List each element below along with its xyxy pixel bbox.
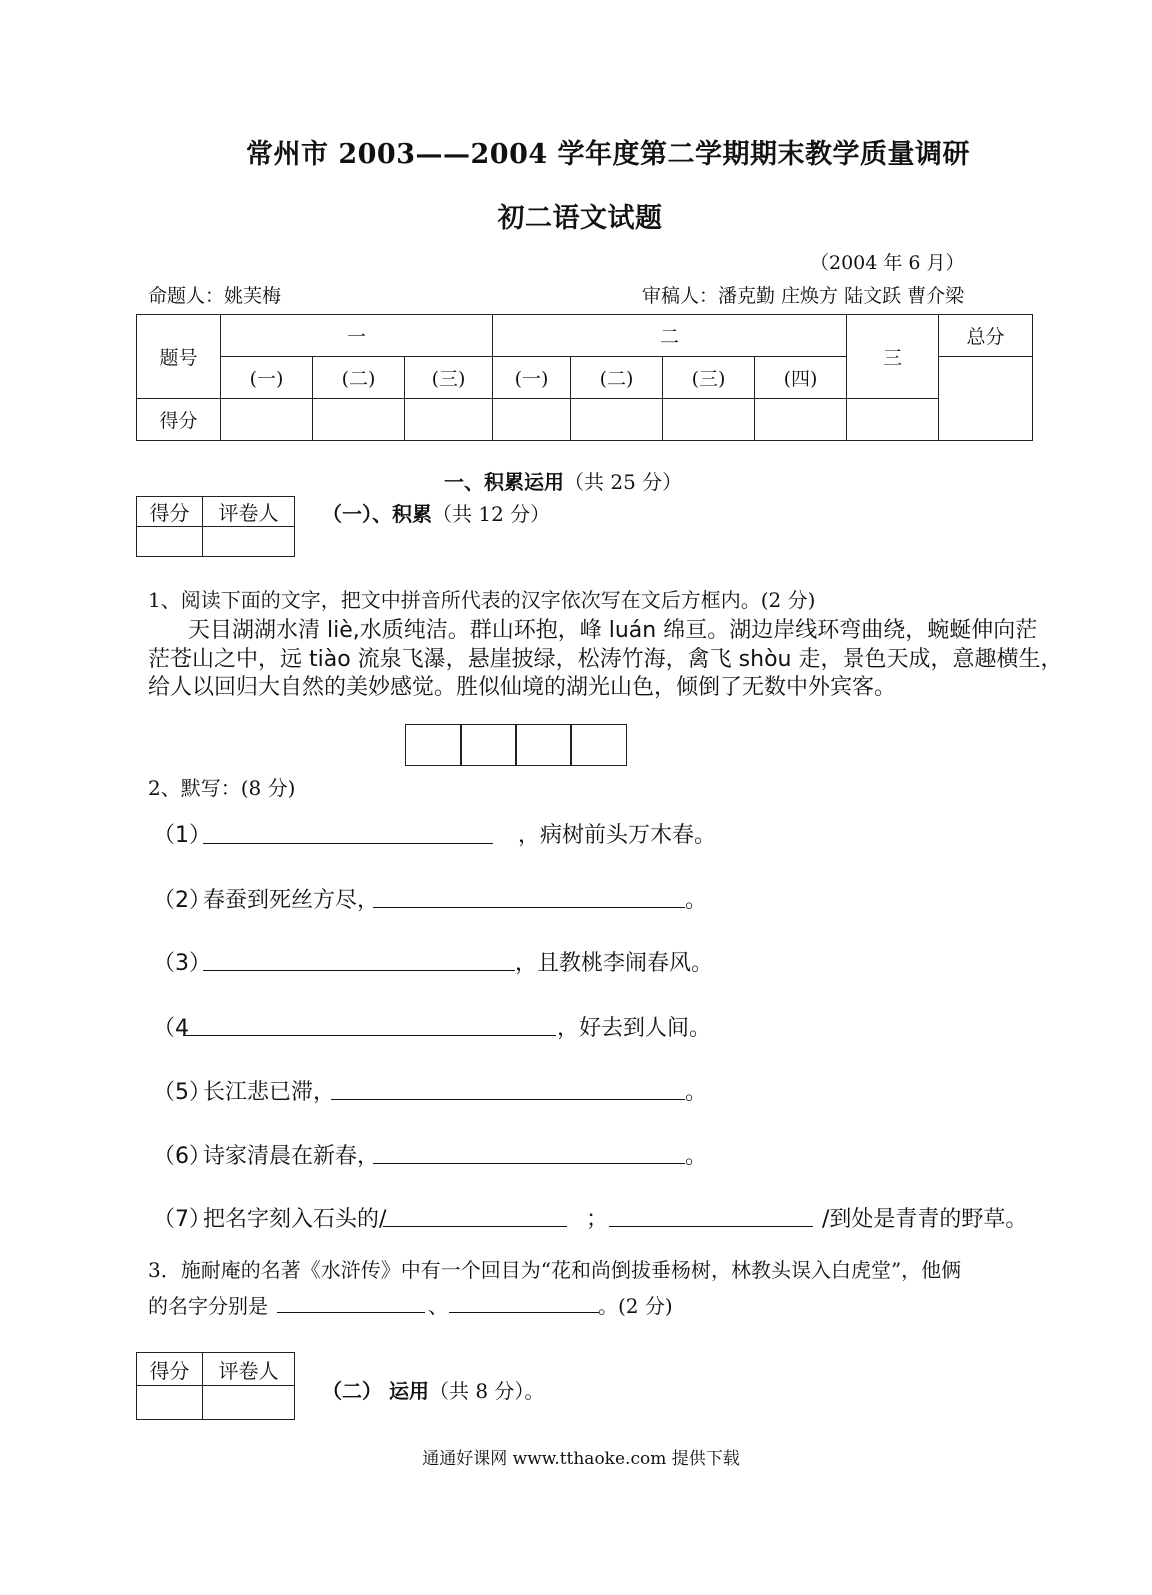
dictation-before: 把名字刻入石头的/ xyxy=(203,1207,387,1232)
blank-line[interactable] xyxy=(203,970,515,971)
dictation-after: 。 xyxy=(685,1080,708,1105)
grader-score-label: 得分 xyxy=(137,497,203,527)
sub-cell: (四) xyxy=(755,357,847,399)
header-cell-group1: 一 xyxy=(221,315,493,357)
score-cell[interactable] xyxy=(571,399,663,441)
blank-line[interactable] xyxy=(203,843,493,844)
dictation-mid: ； xyxy=(586,1207,609,1232)
score-cell[interactable] xyxy=(755,399,847,441)
dictation-after: ，好去到人间。 xyxy=(557,1016,712,1041)
q3-line1: 3．施耐庵的名著《水浒传》中有一个回目为“花和尚倒拔垂杨树，林教头误入白虎堂”，他俩 xyxy=(148,1258,962,1282)
dictation-number: （2） xyxy=(153,888,211,913)
q3-line2-end: 。(2 分) xyxy=(598,1294,673,1318)
q3-line2-sep: 、 xyxy=(428,1294,448,1318)
dictation-number: （5） xyxy=(153,1080,211,1105)
grader-name-cell[interactable] xyxy=(203,527,295,557)
dictation-before: 诗家清晨在新春， xyxy=(203,1144,380,1169)
blank-line[interactable] xyxy=(183,1035,556,1036)
dictation-number: （3） xyxy=(153,951,211,976)
part1-heading-points: （共 12 分） xyxy=(432,502,551,526)
answer-box[interactable] xyxy=(515,724,572,766)
sub-cell: (二) xyxy=(571,357,663,399)
dictation-before: 春蚕到死丝方尽， xyxy=(203,888,380,913)
grader-box-1 xyxy=(136,496,295,557)
score-row-label: 得分 xyxy=(137,399,221,441)
header-cell-total: 总分 xyxy=(939,315,1033,357)
blank-line[interactable] xyxy=(373,1163,685,1164)
section1-heading xyxy=(444,466,682,495)
answer-box[interactable] xyxy=(570,724,627,766)
grader-name-label: 评卷人 xyxy=(203,1353,295,1386)
q3-line2-start: 的名字分别是 xyxy=(148,1294,268,1318)
part1-heading-bold: （一）、积累 xyxy=(322,502,432,526)
grader-box-2 xyxy=(136,1352,295,1420)
q1-passage-line: 天目湖湖水清 liè,水质纯洁。群山环抱，峰 luán 绵亘。湖边岸线环弯曲绕，蜿蜒伸向茫 xyxy=(188,618,1038,643)
blank-line[interactable] xyxy=(383,1226,567,1227)
score-cell[interactable] xyxy=(221,399,313,441)
section1-heading-points: （共 25 分） xyxy=(564,470,683,494)
footer-text: 通通好课网 www.tthaoke.com 提供下载 xyxy=(422,1449,740,1469)
score-cell[interactable] xyxy=(405,399,493,441)
blank-line[interactable] xyxy=(373,907,685,908)
score-table xyxy=(136,314,1033,441)
dictation-number: （4 xyxy=(153,1016,189,1041)
dictation-after: ，且教桃李闹春风。 xyxy=(515,951,714,976)
dictation-number: （6） xyxy=(153,1144,211,1169)
q1-passage-line: 给人以回归大自然的美妙感觉。胜似仙境的湖光山色，倾倒了无数中外宾客。 xyxy=(148,675,897,700)
total-score-cell[interactable] xyxy=(939,357,1033,441)
blank-line[interactable] xyxy=(331,1099,685,1100)
part2-heading-points: （共 8 分）。 xyxy=(428,1379,545,1403)
dictation-after: ，病树前头万木春。 xyxy=(518,823,717,848)
blank-line[interactable] xyxy=(449,1312,599,1313)
part2-heading-bold: （二） 运用 xyxy=(322,1379,429,1403)
blank-line[interactable] xyxy=(277,1312,425,1313)
sub-cell: (一) xyxy=(221,357,313,399)
score-cell[interactable] xyxy=(313,399,405,441)
score-cell[interactable] xyxy=(493,399,571,441)
blank-line[interactable] xyxy=(609,1226,813,1227)
header-cell-group3: 三 xyxy=(847,315,939,399)
section1-heading-bold: 一、积累运用 xyxy=(444,470,564,494)
part1-heading xyxy=(322,498,550,527)
sub-cell: (三) xyxy=(405,357,493,399)
exam-subtitle: 初二语文试题 xyxy=(497,203,663,234)
score-cell[interactable] xyxy=(847,399,939,441)
dictation-after: /到处是青青的野草。 xyxy=(822,1207,1028,1232)
author-line: 命题人：姚芙梅 xyxy=(148,285,282,307)
header-cell-group2: 二 xyxy=(493,315,847,357)
grader-name-cell[interactable] xyxy=(203,1386,295,1420)
exam-title: 常州市 2003——2004 学年度第二学期期末教学质量调研 xyxy=(245,139,971,170)
sub-cell: (二) xyxy=(313,357,405,399)
part2-heading xyxy=(322,1375,544,1404)
dictation-number: （7） xyxy=(153,1207,211,1232)
score-cell[interactable] xyxy=(663,399,755,441)
sub-cell: (一) xyxy=(493,357,571,399)
q1-prompt: 1、阅读下面的文字，把文中拼音所代表的汉字依次写在文后方框内。(2 分) xyxy=(148,588,816,612)
sub-cell: (三) xyxy=(663,357,755,399)
dictation-before: 长江悲已滞， xyxy=(203,1080,336,1105)
dictation-number: （1） xyxy=(153,823,211,848)
grader-name-label: 评卷人 xyxy=(203,497,295,527)
answer-box[interactable] xyxy=(460,724,517,766)
grader-score-label: 得分 xyxy=(137,1353,203,1386)
dictation-after: 。 xyxy=(685,888,708,913)
reviewers-line: 审稿人：潘克勤 庄焕方 陆文跃 曹介梁 xyxy=(642,285,965,307)
exam-date: （2004 年 6 月） xyxy=(810,252,965,274)
q2-prompt: 2、默写：(8 分) xyxy=(148,776,296,800)
q1-passage-line: 茫苍山之中，远 tiào 流泉飞瀑，悬崖披绿，松涛竹海，禽飞 shòu 走，景色天成，意趣横生， xyxy=(148,647,1063,672)
dictation-after: 。 xyxy=(685,1144,708,1169)
header-cell-number: 题号 xyxy=(137,315,221,399)
answer-box[interactable] xyxy=(405,724,462,766)
grader-score-cell[interactable] xyxy=(137,1386,203,1420)
grader-score-cell[interactable] xyxy=(137,527,203,557)
